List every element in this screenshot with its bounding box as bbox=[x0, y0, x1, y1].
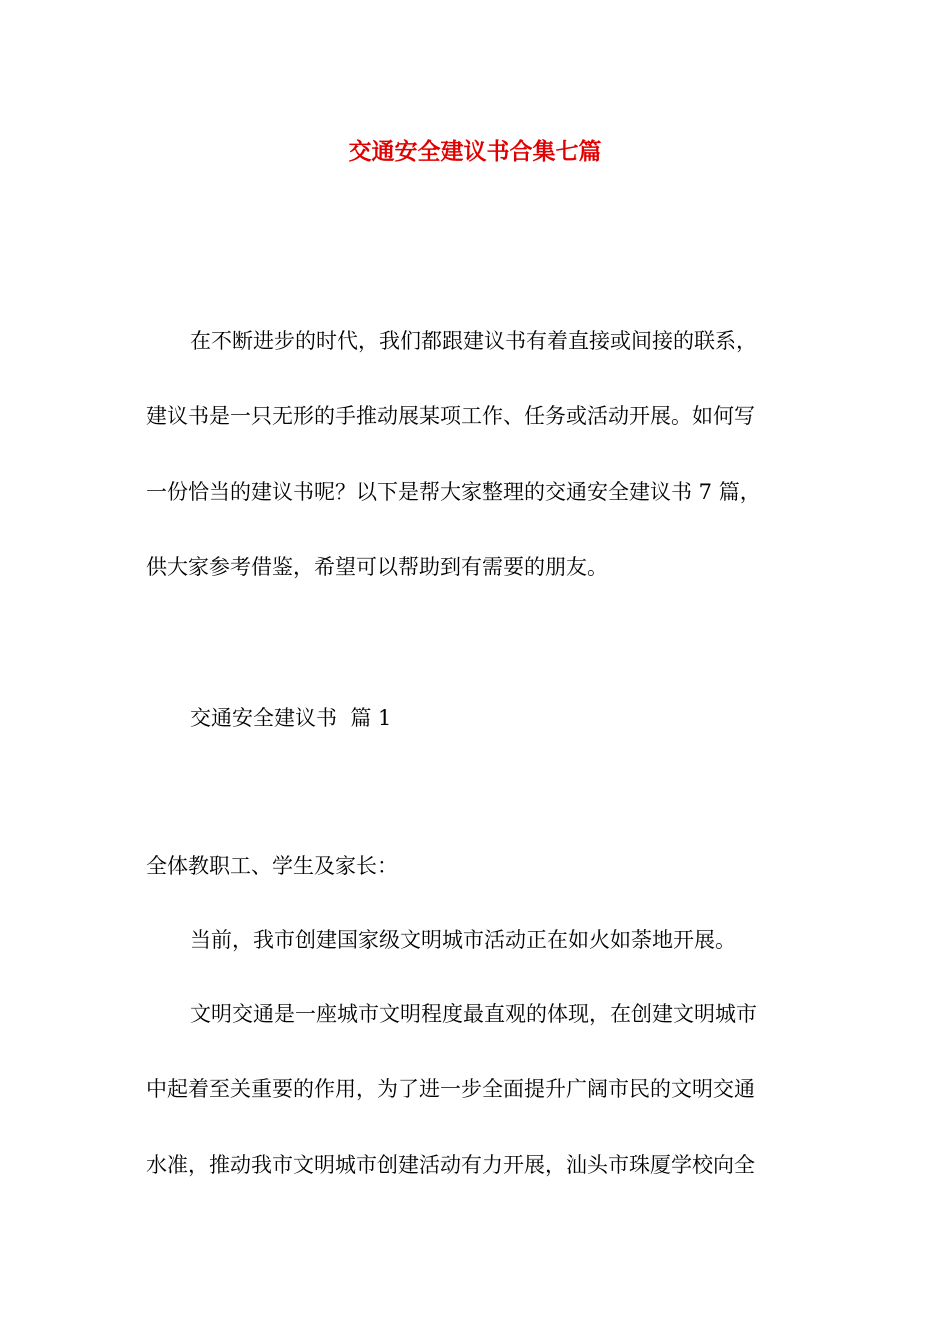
body-line-4: 水准，推动我市文明城市创建活动有力开展，汕头市珠厦学校向全 bbox=[146, 1153, 755, 1177]
document-title: 交通安全建议书合集七篇 bbox=[348, 138, 602, 165]
body-line-3: 中起着至关重要的作用，为了进一步全面提升广阔市民的文明交通 bbox=[146, 1077, 755, 1101]
body-line-1: 当前，我市创建国家级文明城市活动正在如火如荼地开展。 bbox=[190, 928, 736, 952]
intro-line-1: 在不断进步的时代，我们都跟建议书有着直接或间接的联系， bbox=[190, 329, 757, 353]
body-line-2: 文明交通是一座城市文明程度最直观的体现，在创建文明城市 bbox=[190, 1002, 757, 1026]
intro-line-2: 建议书是一只无形的手推动展某项工作、任务或活动开展。如何写 bbox=[146, 404, 755, 428]
intro-line-3: 一份恰当的建议书呢？以下是帮大家整理的交通安全建议书 7 篇， bbox=[146, 480, 761, 504]
salutation: 全体教职工、学生及家长： bbox=[146, 854, 398, 878]
intro-line-4: 供大家参考借鉴，希望可以帮助到有需要的朋友。 bbox=[146, 555, 608, 579]
section-heading: 交通安全建议书 篇 1 bbox=[190, 706, 392, 730]
